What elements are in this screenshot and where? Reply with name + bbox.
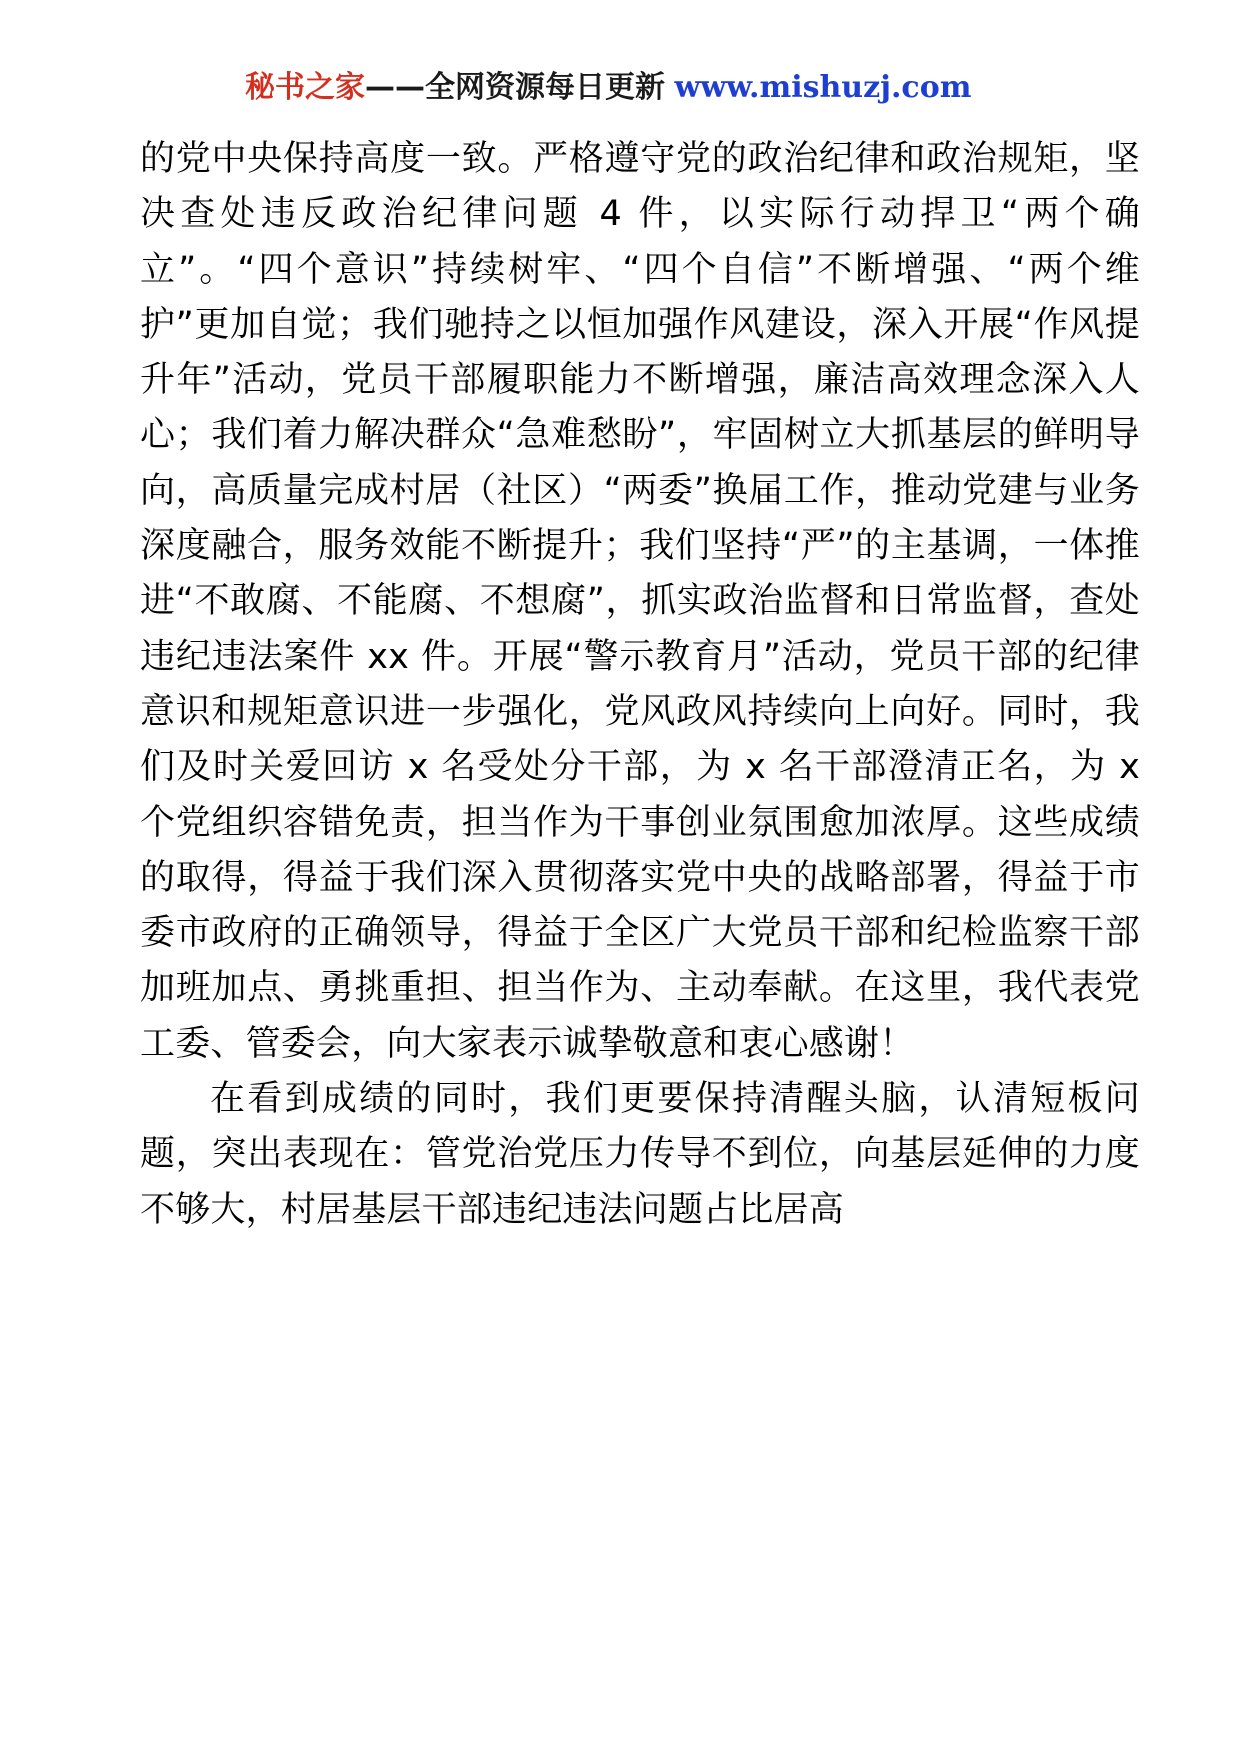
- paragraph-1: 的党中央保持高度一致。严格遵守党的政治纪律和政治规矩，坚决查处违反政治纪律问题 4 件，以实际行动捍卫“两个确立”。“四个意识”持续树牢、“四个自信”不断增强、“两个维护”更加自觉；我们驰持之以恒加强作风建设，深入开展“作风提升年”活动，党员干部履职能力不断增强，廉洁高效理念深入人心；我们着力解决群众“急难愁盼”，牢固树立大抓基层的鲜明导向，高质量完成村居（社区）“两委”换届工作，推动党建与业务深度融合，服务效能不断提升；我们坚持“严”的主基调，一体推进“不敢腐、不能腐、不想腐”，抓实政治监督和日常监督，查处违纪违法案件 xx 件。开展“警示教育月”活动，党员干部的纪律意识和规矩意识进一步强化，党风政风持续向上向好。同时，我们及时关爱回访 x 名受处分干部，为 x 名干部澄清正名，为 x 个党组织容错免责，担当作为干事创业氛围愈加浓厚。这些成绩的取得，得益于我们深入贯彻落实党中央的战略部署，得益于市委市政府的正确领导，得益于全区广大党员干部和纪检监察干部加班加点、勇挑重担、担当作为、主动奉献。在这里，我代表党工委、管委会，向大家表示诚挚敬意和衷心感谢！: [140, 139, 1140, 1064]
- watermark-brand: 秘书之家: [245, 70, 365, 105]
- document-body: [140, 132, 1140, 1238]
- watermark-banner: [245, 70, 1140, 106]
- watermark-url[interactable]: www.mishuzj.com: [674, 70, 972, 105]
- watermark-dash: ——: [365, 70, 425, 105]
- paragraph-2: 在看到成绩的同时，我们更要保持清醒头脑，认清短板问题，突出表现在：管党治党压力传导不到位，向基层延伸的力度不够大，村居基层干部违纪违法问题占比居高: [140, 1079, 1140, 1230]
- watermark-tagline: 全网资源每日更新: [425, 70, 665, 105]
